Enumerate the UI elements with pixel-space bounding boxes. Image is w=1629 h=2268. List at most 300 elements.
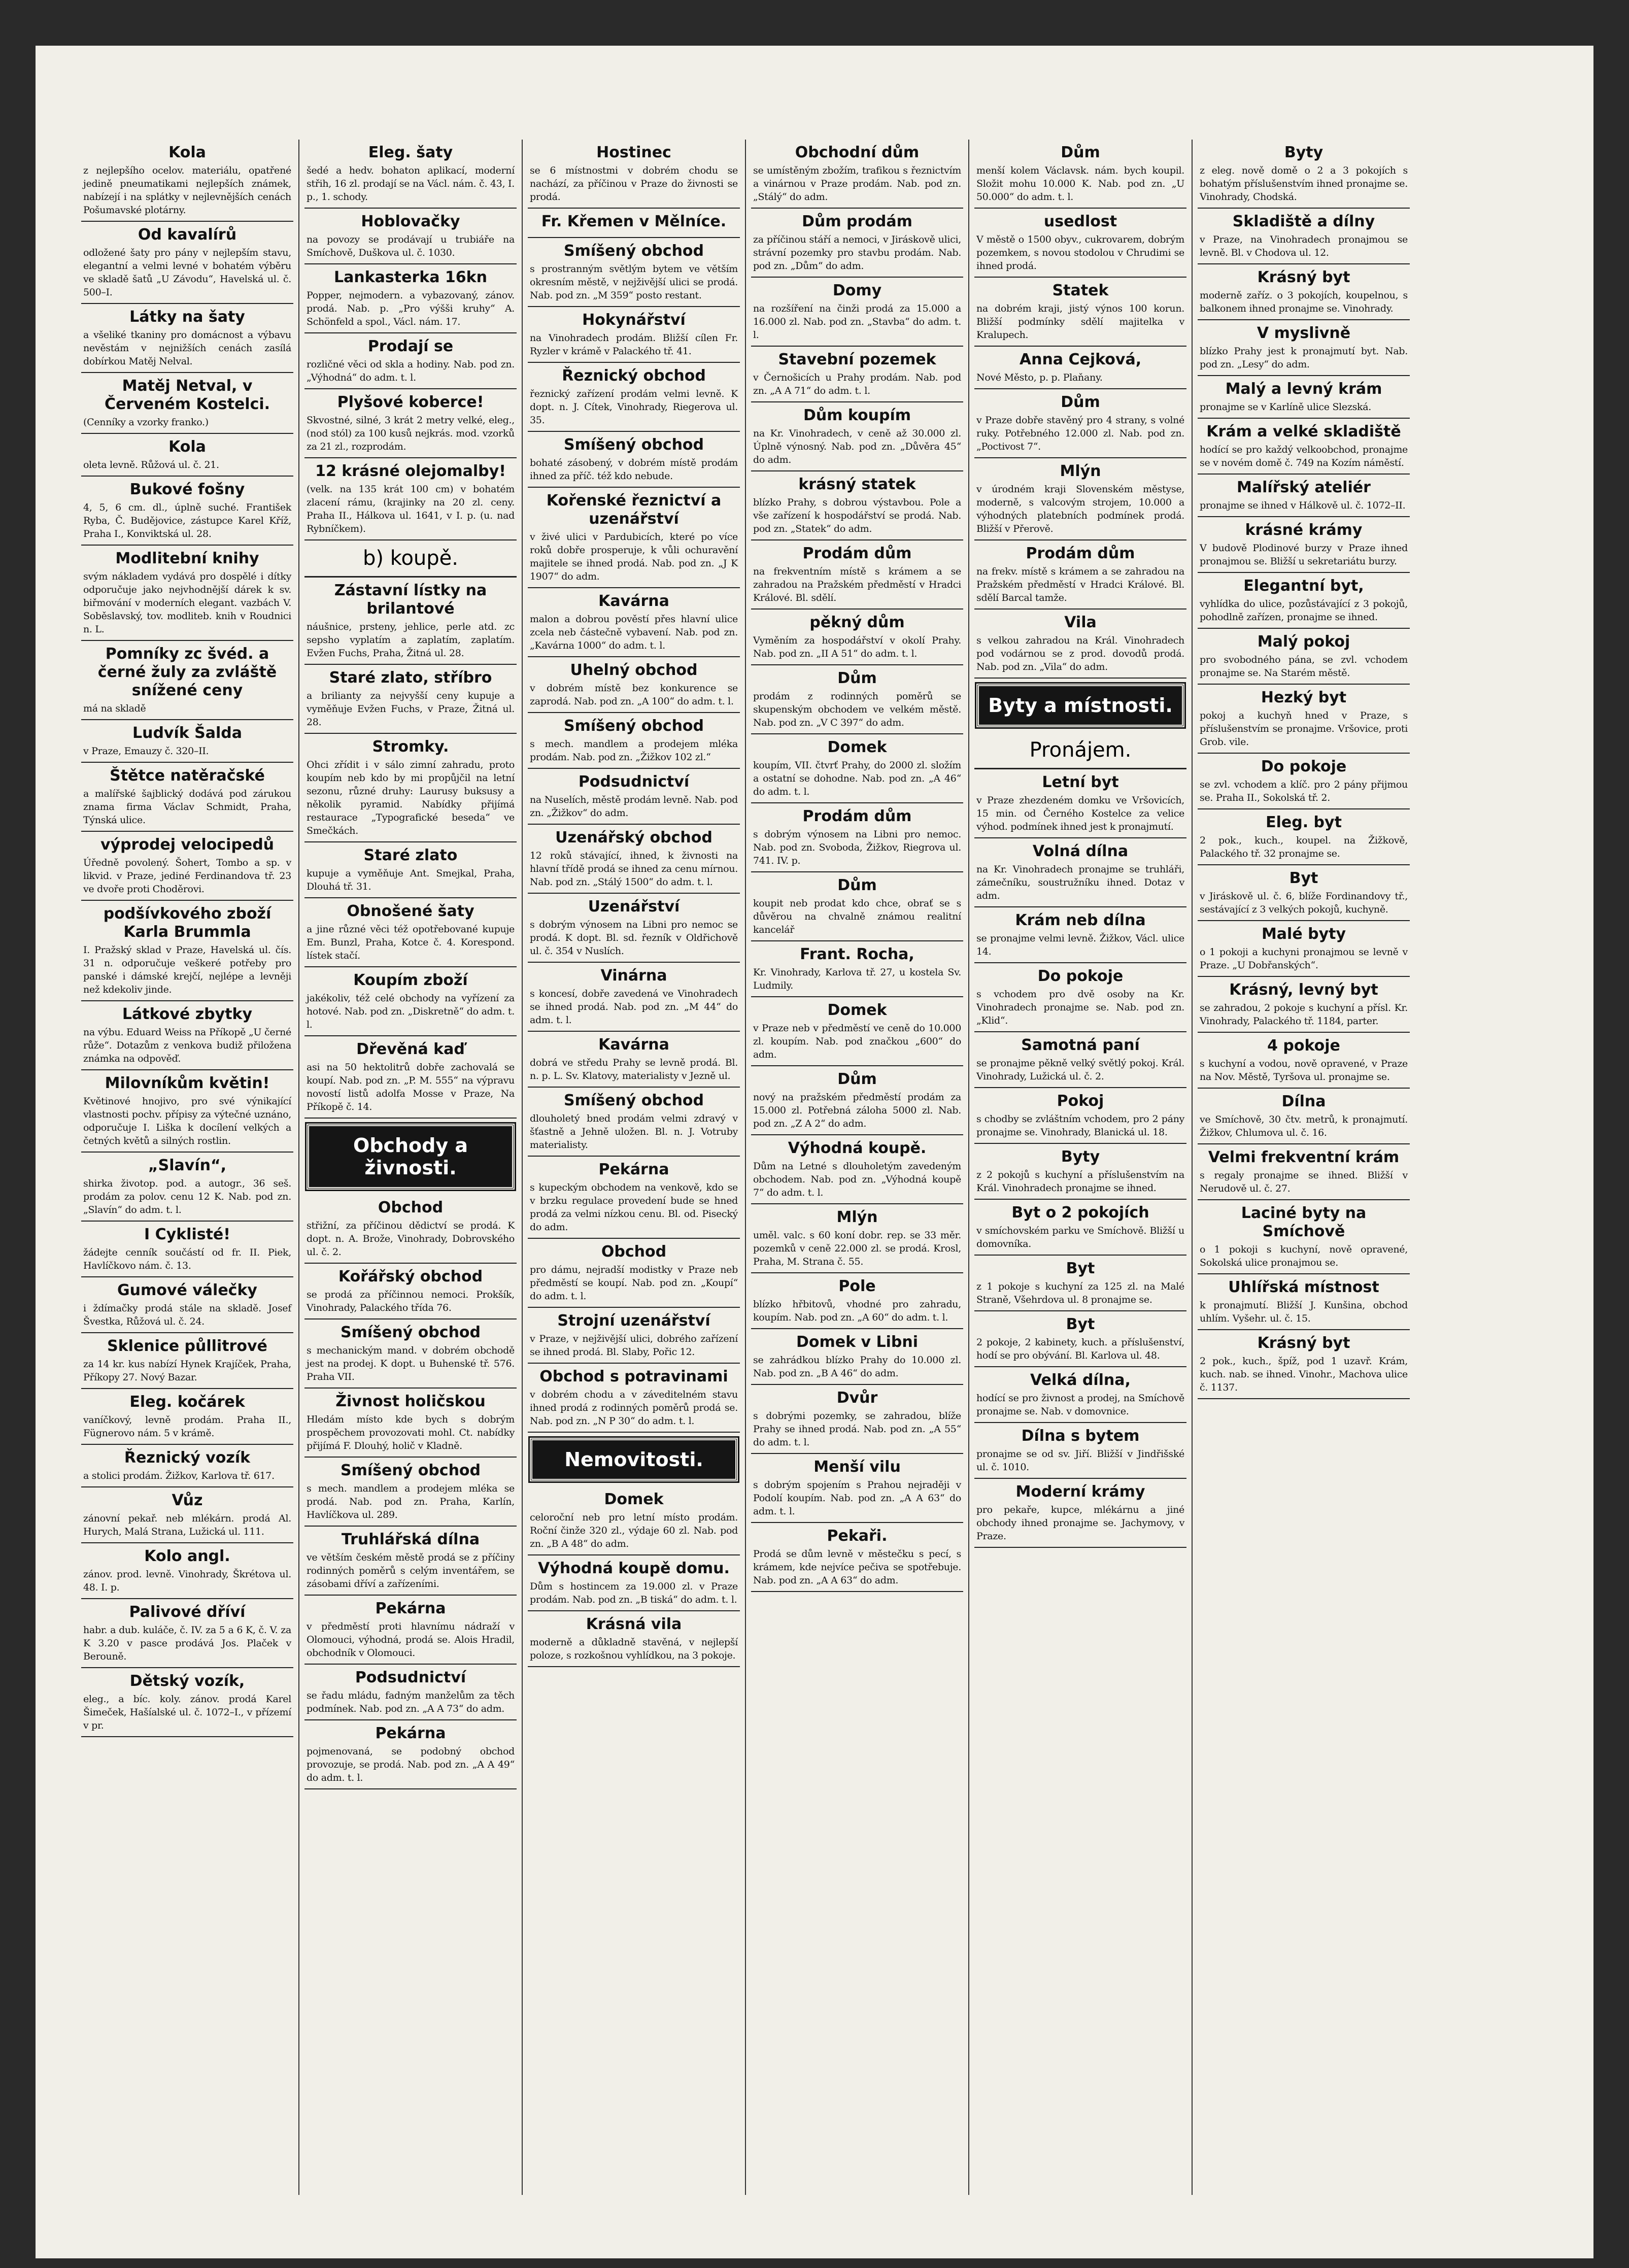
ad-headline: Výhodná koupě domu. — [538, 1560, 730, 1577]
ad-headline: Pekárna — [598, 1161, 669, 1178]
ad-headline: Byty — [1061, 1148, 1100, 1166]
ad-text: blízko Prahy jest k pronajmutí byt. Nab. pod zn. „Lesy“ do adm. — [1200, 346, 1408, 370]
ad-headline: Bukové fošny — [129, 481, 245, 498]
classified-ad — [304, 842, 517, 898]
ad-text: Skvostné, silné, 3 krát 2 metry velké, eleg., (nod stól) za 100 kusů nejkrás. mod. vzorků za 21 zl., rozprodám. — [307, 415, 515, 452]
ad-text: se pronajme velmi levně. Žižkov, Václ. ulice 14. — [976, 933, 1184, 957]
ad-text: na povozy se prodávají u trubiáře na Smíchově, Duškova ul. č. 1030. — [307, 234, 515, 258]
section-header: Obchody a živnosti. — [307, 1124, 515, 1190]
ad-text: Kr. Vinohrady, Karlova tř. 27, u kostela Sv. Ludmily. — [753, 967, 961, 991]
ad-headline: Obchodní dům — [795, 144, 920, 161]
ad-headline: Dílna — [1281, 1093, 1326, 1110]
ad-text: v dobrém místě bez konkurence se zaprodá. Nab. pod zn. „A 100“ do adm. t. l. — [530, 683, 738, 707]
ad-text: svým nákladem vydává pro dospělé i dítky odporučuje jako nejvhodnější dárek k sv. biřmování v moderních elegant. vazbách V. Soběslavský, tov. modliteb. knih v Roudnici n. L. — [83, 571, 291, 635]
ad-headline: Smíšený obchod — [563, 1092, 704, 1109]
classified-ad — [81, 832, 293, 901]
classified-ad — [1198, 1330, 1410, 1399]
ad-text: za 14 kr. kus nabízí Hynek Krajíček, Praha, Příkopy 27. Nový Bazar. — [83, 1359, 291, 1383]
ad-headline: Pole — [838, 1277, 876, 1295]
ad-text: s vchodem pro dvě osoby na Kr. Vinohradech pronajme se. Nab. pod zn. „Klid“. — [976, 989, 1184, 1026]
classified-ad — [974, 1144, 1186, 1200]
ad-text: pro dámu, nejradší modistky v Praze neb předměstí se koupí. Nab. pod zn. „Koupí“ do adm. t. l. — [530, 1264, 738, 1302]
ad-text: má na skladě — [83, 703, 146, 714]
ad-headline: Krásná vila — [586, 1615, 682, 1633]
column-rule — [745, 140, 746, 2195]
ad-text: střižní, za příčinou dědictví se prodá. K dopt. n. A. Brože, Vinohrady, Dobrovského ul. č. 2. — [307, 1220, 515, 1258]
ad-text: zánovní pekař. neb mlékárn. prodá Al. Hurych, Malá Strana, Lužická ul. 111. — [83, 1513, 291, 1537]
ad-text: dobrá ve středu Prahy se levně prodá. Bl. n. p. L. Sv. Klatovy, materialisty v Jezně ul. — [530, 1057, 738, 1081]
ad-headline: Velká dílna, — [1030, 1371, 1131, 1389]
ad-text: dlouholetý bned prodám velmi zdravý v šťastně a Jehně uložen. Bl. n. J. Votruby materialisty. — [530, 1113, 738, 1150]
classified-ad — [1198, 573, 1410, 629]
classified-ad — [304, 665, 517, 734]
subsection-header: b) koupě. — [304, 540, 517, 578]
ad-headline: I Cyklisté! — [144, 1226, 230, 1243]
ad-text: a malířské šajblický dodává pod zárukou znama firma Václav Schmidt, Praha, Týnská ulice. — [83, 788, 291, 826]
ad-headline: Pekárna — [375, 1724, 446, 1742]
ad-text: pokoj a kuchyň hned v Praze, s příslušenstvím se pronajme. Vršovice, proti Grob. vile. — [1200, 710, 1408, 748]
ad-headline: Dům — [837, 876, 877, 894]
section-header: Byty a místnosti. — [976, 684, 1184, 727]
ad-text: na Kr. Vinohradech, v ceně až 30.000 zl. Úplně výnosný. Nab. pod zn. „Důvěra 45“ do adm. — [753, 428, 961, 465]
ad-headline: Obchod — [601, 1243, 667, 1261]
ad-headline: Pomníky zc švéd. a černé žuly za zvláště snížené ceny — [97, 645, 277, 699]
classified-ad — [1198, 209, 1410, 264]
ad-headline: Uhelný obchod — [570, 661, 698, 679]
classified-ad — [974, 1200, 1186, 1256]
classified-ad — [304, 389, 517, 458]
classified-ad — [751, 665, 963, 734]
classified-ad — [528, 488, 740, 588]
ad-text: v Praze dobře stavěný pro 4 strany, s volné ruky. Potřebného 12.000 zl. Nab. pod zn. „Poctivost 7“. — [976, 415, 1184, 452]
ad-text: Úředně povolený. Šohert, Tombo a sp. v likvid. v Praze, jediné Ferdinandova tř. 23 ve dvoře proti Choděrovi. — [83, 857, 291, 895]
ad-headline: Statek — [1052, 282, 1109, 299]
classified-ad — [751, 1135, 963, 1204]
ad-headline: Řeznický vozík — [124, 1449, 251, 1467]
ad-text: se zvl. vchodem a klíč. pro 2 pány přijmou se. Praha II., Sokolská tř. 2. — [1200, 779, 1408, 803]
ad-text: zánov. prod. levně. Vinohrady, Škrétova ul. 48. I. p. — [83, 1569, 291, 1593]
classified-ad — [528, 1157, 740, 1239]
ad-text: eleg., a bíc. koly. zánov. prodá Karel Šimeček, Hašíalské ul. č. 1072–I., v přízemí v pr. — [83, 1694, 291, 1731]
ad-text: vaníčkový, levně prodám. Praha II., Fügnerovo nám. 5 v krámě. — [83, 1414, 291, 1439]
classified-ad — [1198, 264, 1410, 320]
ad-text: v dobrém chodu a v záveditelném stavu ihned prodá z rodinných poměrů prodá se. Nab. pod zn. „N P 30“ do adm. t. l. — [530, 1389, 738, 1427]
ad-text: nový na pražském předměstí prodám za 15.000 zl. Potřebná záloha 5000 zl. Nab. pod zn. „Z A 2“ do adm. — [753, 1092, 961, 1129]
section-header: Nemovitosti. — [530, 1438, 738, 1481]
ad-headline: Kavárna — [598, 1036, 669, 1054]
ad-headline: Lankasterka 16kn — [334, 268, 487, 286]
classified-ad — [974, 347, 1186, 389]
ad-text: k pronajmutí. Bližší J. Kunšina, obchod uhlím. Vyšehr. ul. č. 15. — [1200, 1300, 1408, 1324]
classified-ad — [974, 458, 1186, 540]
classified-ad — [751, 872, 963, 941]
ad-headline: Byt o 2 pokojích — [1011, 1204, 1149, 1222]
classified-ad — [81, 1070, 293, 1153]
ad-headline: Smíšený obchod — [563, 242, 704, 260]
classified-ad — [528, 713, 740, 769]
ad-text: na rozšíření na činži prodá za 15.000 a 16.000 zl. Nab. pod zn. „Stavba“ do adm. t. l. — [753, 303, 961, 341]
ad-headline: Byt — [1289, 869, 1318, 887]
classified-ad — [304, 1389, 517, 1458]
ad-headline: Štětce natěračské — [110, 767, 265, 785]
ad-text: s regaly pronajme se ihned. Bližší v Nerudově ul. č. 27. — [1200, 1170, 1408, 1194]
ad-text: (velk. na 135 krát 100 cm) v bohatém zlacení rámu, (krajinky na 20 zl. ceny. Praha II., Hálkova ul. 1641, v I. p. (u. nad Rybníčkem). — [307, 484, 515, 534]
classified-ad — [751, 402, 963, 471]
classified-ad — [304, 1596, 517, 1665]
ad-text: šedé a hedv. bohaton aplikací, moderní střih, 16 zl. prodají se na Václ. nám. č. 43, I. p., 1. schody. — [307, 165, 515, 202]
classified-ad — [528, 1364, 740, 1433]
classified-ad — [751, 610, 963, 665]
classified-ad — [974, 209, 1186, 278]
ad-headline: Domek v Libni — [796, 1333, 919, 1351]
ad-headline: Dům prodám — [802, 213, 912, 230]
classified-ad — [1198, 977, 1410, 1033]
ad-headline: Mlýn — [836, 1208, 878, 1226]
ad-headline: Stavební pozemek — [778, 351, 936, 368]
ad-headline: Pekárna — [375, 1600, 446, 1617]
classified-ad — [81, 1445, 293, 1487]
ad-text: i ždímačky prodá stále na skladě. Josef Švestka, Růžová ul. č. 24. — [83, 1303, 291, 1327]
ad-headline: Eleg. šaty — [368, 144, 453, 161]
ad-headline: Dřevěná kaď — [356, 1040, 465, 1058]
classified-ad — [1198, 320, 1410, 376]
ad-text: se umístěným zbožím, trafikou s řeznictvím a vinárnou v Praze prodám. Nab. pod zn. „Stálý“ do adm. — [753, 165, 961, 202]
ad-headline: Prodám dům — [1026, 545, 1135, 562]
classified-ad — [974, 1256, 1186, 1311]
classified-ad — [751, 471, 963, 540]
ad-text: pojmenovaná, se podobný obchod provozuje, se prodá. Nab. pod zn. „A A 49“ do adm. t. l. — [307, 1746, 515, 1783]
ad-headline: Byty — [1284, 144, 1323, 161]
classified-ad — [81, 1333, 293, 1389]
ad-text: v Praze neb v předměstí ve ceně do 10.000 zl. koupím. Nab. pod značkou „600“ do adm. — [753, 1023, 961, 1060]
ad-text: na frekventním místě s krámem a se zahradou na Pražském předměstí v Hradci Králové. Bl. sdělí. — [753, 566, 961, 603]
ad-headline: Malířský ateliér — [1237, 479, 1371, 496]
classified-ad — [81, 1668, 293, 1737]
ad-text: s dobrým výnosem na Libni pro nemoc se prodá. K dopt. Bl. sd. řezník v Oldřichově ul. č. 354 v Nuslích. — [530, 919, 738, 957]
ad-text: na frekv. místě s krámem a se zahradou na Pražském předměstí v Hradci Králové. Bl. sdělí Barcal tamže. — [976, 566, 1184, 603]
ad-headline: Kola — [168, 438, 206, 456]
ad-text: se 6 místnostmi v dobrém chodu se nachází, za příčinou v Praze do živnosti se prodá. — [530, 165, 738, 202]
ad-headline: Zástavní lístky na brilantové — [334, 582, 487, 618]
classified-ad — [528, 307, 740, 363]
classified-ad — [751, 734, 963, 803]
ad-text: blízko hřbitovů, vhodné pro zahradu, koupím. Nab. pod zn. „A 60“ do adm. t. l. — [753, 1299, 961, 1323]
ad-headline: Podsudnictví — [578, 773, 690, 791]
ad-headline: Moderní krámy — [1015, 1483, 1145, 1501]
classified-ad — [751, 1329, 963, 1385]
ad-text: s dobrým výnosem na Libni pro nemoc. Nab. pod zn. Svoboda, Žižkov, Riegrova ul. 741. IV. p. — [753, 829, 961, 866]
ad-text: v smíchovském parku ve Smíchově. Bližší u domovníka. — [976, 1225, 1184, 1249]
classified-ad — [751, 1454, 963, 1523]
ad-text: 4, 5, 6 cm. dl., úplně suché. František Ryba, Č. Budějovice, zástupce Karel Kříž, Praha I., Konviktská ul. 28. — [83, 502, 291, 539]
ad-headline: Volná dílna — [1032, 842, 1129, 860]
ad-headline: Dům — [837, 1070, 877, 1088]
ad-text: s koncesí, dobře zavedená ve Vinohradech se ihned prodá. Nab. pod zn. „M 44“ do adm. t. l. — [530, 988, 738, 1026]
classified-ad — [1198, 1144, 1410, 1200]
ad-text: s mech. mandlem a prodejem mléka prodám. Nab. pod zn. „Žižkov 102 zl.“ — [530, 738, 738, 763]
classified-ad — [1198, 475, 1410, 517]
ad-text: z 2 pokojů s kuchyní a příslušenstvím na Král. Vinohradech pronajme se ihned. — [976, 1169, 1184, 1194]
ad-headline: Stromky. — [372, 738, 449, 756]
ad-text: (Cenníky a vzorky franko.) — [83, 417, 209, 428]
ad-text: V budově Plodinové burzy v Praze ihned pronajmou se. Bližší u sekretariátu burzy. — [1200, 543, 1408, 567]
classified-ad — [528, 1486, 740, 1555]
ad-text: malon a dobrou pověstí přes hlavní ulice zcela neb částečně vybavení. Nab. pod zn. „Kavárna 1000“ do adm. t. l. — [530, 614, 738, 651]
ad-headline: Kolo angl. — [144, 1547, 230, 1565]
ad-text: hodící se pro živnost a prodej, na Smíchově pronajme se. Nab. v domovnice. — [976, 1393, 1184, 1417]
ad-headline: Krásný byt — [1257, 1334, 1350, 1352]
ad-headline: krásné krámy — [1245, 521, 1363, 539]
classified-ad — [751, 1523, 963, 1592]
ad-text: habr. a dub. kuláče, č. IV. za 5 a 6 K, č. V. za K 3.20 v pasce prodává Jos. Plaček v Berouně. — [83, 1624, 291, 1662]
ad-headline: pěkný dům — [809, 614, 905, 631]
classified-ad — [974, 838, 1186, 907]
classified-ad — [751, 1204, 963, 1273]
classified-ad — [751, 347, 963, 402]
ad-text: s mechanickým mand. v dobrém obchodě jest na prodej. K dopt. u Buhenské tř. 576. Praha VII. — [307, 1345, 515, 1382]
ad-headline: Dílna s bytem — [1021, 1427, 1140, 1445]
ad-text: řeznický zařízení prodám velmi levně. K dopt. n. J. Cítek, Vinohrady, Riegerova ul. 35. — [530, 388, 738, 426]
ad-headline: Řeznický obchod — [562, 367, 706, 385]
column-rule — [968, 140, 969, 2195]
ad-headline: Pekaři. — [827, 1527, 888, 1545]
ad-headline: Prodají se — [367, 337, 454, 355]
classified-ad — [81, 1599, 293, 1668]
ad-text: o 1 pokoji a kuchyni pronajmou se levně v Praze. „U Dobřanských“. — [1200, 946, 1408, 971]
ad-headline: Domek — [827, 1001, 887, 1019]
classified-ad — [974, 1367, 1186, 1423]
classified-ad — [304, 458, 517, 540]
ad-headline: Eleg. kočárek — [129, 1393, 245, 1411]
ad-text: v předměstí proti hlavnímu nádraží v Olomouci, výhodná, prodá se. Alois Hradil, obchodník v Olomouci. — [307, 1621, 515, 1658]
ad-text: za příčinou stáří a nemoci, v Jiráskově ulici, strávní pozemky pro stavbu prodám. Nab. pod zn. „Dům“ do adm. — [753, 234, 961, 272]
classified-ad — [528, 1239, 740, 1308]
ad-headline: Malý pokoj — [1257, 633, 1350, 651]
ad-text: v živé ulici v Pardubicích, které po více roků dobře prosperuje, k vůli ochuravění majitele se ihned prodá. Nab. pod zn. „J K 1907“ do adm. — [530, 531, 738, 582]
ad-headline: Milovníkům květin! — [105, 1074, 270, 1092]
ad-text: rozličné věci od skla a hodiny. Nab. pod zn. „Výhodná“ do adm. t. l. — [307, 359, 515, 383]
ad-headline: Hezký byt — [1261, 689, 1347, 706]
ad-text: s chodby se zvláštním vchodem, pro 2 pány pronajme se. Vinohrady, Blanická ul. 18. — [976, 1113, 1184, 1138]
classified-ad — [81, 1277, 293, 1333]
ad-text: 12 roků stávající, ihned, k živnosti na hlavní třídě prodá se ihned za cenu mírnou. Nab. pod zn. „Stálý 1500“ do adm. t. l. — [530, 850, 738, 888]
classified-ad — [528, 209, 740, 238]
ad-headline: Dům — [1061, 393, 1100, 411]
ad-headline: Prodám dům — [802, 545, 912, 562]
classified-ad — [528, 432, 740, 488]
classified-ad — [81, 477, 293, 546]
ad-text: Prodá se dům levně v městečku s pecí, s krámem, kde nejvíce pečiva se spotřebuje. Nab. pod zn. „A A 63“ do adm. — [753, 1548, 961, 1586]
ad-text: odložené šaty pro pány v nejlepším stavu, elegantní a velmi levné v bohatém výběru ve skladě šatů „U Závodu“, Havelská ul. č. 500–I. — [83, 247, 291, 298]
ad-headline: Domek — [604, 1491, 664, 1508]
ad-text: kupuje a vyměňuje Ant. Smejkal, Praha, Dlouhá tř. 31. — [307, 868, 515, 892]
ad-text: na Vinohradech prodám. Bližší cílen Fr. Ryzler v krámě v Palackého tř. 41. — [530, 332, 738, 357]
ad-text: Nové Město, p. p. Plaňany. — [976, 372, 1103, 383]
ad-text: z eleg. nově domě o 2 a 3 pokojích s bohatým příslušenstvím ihned pronajme se. Vinohrady, Chodská. — [1200, 165, 1408, 202]
classified-ad — [81, 1001, 293, 1070]
ad-headline: Obchod — [378, 1199, 444, 1216]
ad-text: Hledám místo kde bych s dobrým prospěchem provozovati mohl. Ct. nabídky přijímá F. Dlouhý, holič v Kladně. — [307, 1414, 515, 1451]
ad-text: oleta levně. Růžová ul. č. 21. — [83, 459, 219, 470]
ad-text: a jine různé věci též opotřebované kupuje Em. Bunzl, Praha, Kotce č. 4. Korespond. lístek stačí. — [307, 924, 515, 961]
classified-ad — [974, 540, 1186, 610]
ad-headline: Kola — [168, 144, 206, 161]
classified-ad — [81, 373, 293, 434]
ad-headline: Kořářský obchod — [338, 1268, 483, 1285]
ad-text: blízko Prahy, s dobrou výstavbou. Pole a vše zařízení k hospodářství se prodá. Nab. pod zn. „Statek“ do adm. — [753, 497, 961, 534]
ad-text: o 1 pokoji s kuchyní, nově opravené, Sokolská ulice pronajmou se. — [1200, 1244, 1408, 1268]
classified-ad — [528, 140, 740, 209]
classified-ad — [304, 1720, 517, 1789]
ad-text: s velkou zahradou na Král. Vinohradech pod vodárnou se z prod. dovodů prodá. Nab. pod zn. „Vila“ do adm. — [976, 635, 1184, 672]
classified-ad — [528, 769, 740, 825]
subsection-header: Pronájem. — [974, 732, 1186, 769]
classified-ad — [528, 657, 740, 713]
ad-text: na dobrém kraji, jistý výnos 100 korun. Bližší podmínky sdělí majitelka v Kralupech. — [976, 303, 1184, 341]
ad-headline: 12 krásné olejomalby! — [315, 462, 506, 480]
ad-headline: Samotná paní — [1021, 1036, 1140, 1054]
ad-text: Popper, nejmodern. a vybazovaný, zánov. prodá. Nab. p. „Pro výšši kruhy“ A. Schönfeld a spol., Václ. nám. 17. — [307, 290, 515, 327]
classified-ad — [1198, 921, 1410, 977]
ad-headline: Anna Cejková, — [1019, 351, 1142, 368]
classified-ad — [81, 641, 293, 720]
ad-headline: Malý a levný krám — [1225, 380, 1382, 398]
classified-ad — [304, 1195, 517, 1264]
ad-text: 2 pok., kuch., špíž, pod 1 uzavř. Krám, kuch. nab. se ihned. Vinohr., Machova ulice č. 1137. — [1200, 1356, 1408, 1393]
ad-text: pronajme se od sv. Jiří. Bližší v Jindřišské ul. č. 1010. — [976, 1448, 1184, 1473]
classified-ad — [751, 140, 963, 209]
ad-headline: Smíšený obchod — [563, 436, 704, 454]
ad-headline: Látky na šaty — [129, 308, 245, 326]
ad-text: s dobrými pozemky, se zahradou, blíže Prahy se ihned prodá. Nab. pod zn. „A 55“ do adm. t. l. — [753, 1410, 961, 1448]
ad-headline: Matěj Netval, v Červeném Kostelci. — [104, 377, 270, 413]
classified-ad — [304, 264, 517, 333]
ad-text: ve větším českém městě prodá se z příčiny rodinných poměrů s celým inventářem, se zásobami dříví a zařízeními. — [307, 1552, 515, 1589]
classified-ad — [974, 963, 1186, 1032]
ad-headline: Hokynářství — [582, 311, 686, 329]
ad-headline: Krásný byt — [1257, 268, 1350, 286]
ad-text: Vyměním za hospodářství v okolí Prahy. Nab. pod zn. „II A 51“ do adm. t. l. — [753, 635, 961, 659]
ad-text: koupit neb prodat kdo chce, obrať se s důvěrou na chvalně známou realitní kancelář — [753, 898, 961, 935]
classified-ad — [304, 578, 517, 665]
classified-ad — [751, 1066, 963, 1135]
ad-headline: Krám a velké skladiště — [1206, 423, 1401, 441]
ad-text: se prodá za příčinnou nemoci. Prokšík, Vinohrady, Palackého třída 76. — [307, 1289, 515, 1313]
ad-headline: Smíšený obchod — [340, 1324, 481, 1341]
ad-headline: Obchod s potravinami — [539, 1368, 728, 1385]
ad-headline: podšívkového zboží Karla Brummla — [103, 905, 272, 941]
ad-text: a všeliké tkaniny pro domácnost a výbavu nevěstám v nejnižších cenách zasílá dobírkou Matěj Nelval. — [83, 329, 291, 367]
ad-text: v Praze, Emauzy č. 320–II. — [83, 746, 209, 757]
ad-text: uměl. valc. s 60 koní dobr. rep. se 33 měr. pozemků v ceně 22.000 zl. se prodá. Krosl, Praha, M. Strana č. 55. — [753, 1230, 961, 1267]
ad-headline: Elegantní byt, — [1243, 577, 1364, 595]
classified-ad — [1198, 809, 1410, 865]
ad-text: prodám z rodinných poměrů se skupenským obchodem ve velkém městě. Nab. pod zn. „V C 397“ do adm. — [753, 691, 961, 728]
classified-ad — [304, 1458, 517, 1527]
ad-headline: Plyšové koberce! — [337, 393, 484, 411]
ad-headline: Živnost holičskou — [335, 1393, 486, 1410]
ad-text: v Praze, v nejživější ulici, dobrého zařízení se ihned prodá. Bl. Slaby, Pořic 12. — [530, 1333, 738, 1358]
classified-ad — [81, 1487, 293, 1543]
classified-ad — [751, 997, 963, 1066]
ad-text: a brilianty za nejvyšší ceny kupuje a vyměňuje Evžen Fuchs, v Praze, Žitná ul. 28. — [307, 690, 515, 728]
classified-ad — [1198, 376, 1410, 419]
classified-ad — [528, 588, 740, 657]
classified-ad — [81, 1543, 293, 1599]
classified-ad — [974, 610, 1186, 679]
classified-ad — [81, 1222, 293, 1277]
classified-ad — [1198, 685, 1410, 754]
classified-ad — [1198, 865, 1410, 921]
classified-ad — [528, 1088, 740, 1157]
classified-ad — [1198, 754, 1410, 809]
newspaper-page — [36, 46, 1593, 2258]
column-rule — [522, 140, 523, 2195]
classified-ad — [974, 1311, 1186, 1367]
ad-text: s dobrým spojením s Prahou nejraději v Podolí koupím. Nab. pod zn. „A A 63“ do adm. t. l. — [753, 1479, 961, 1517]
classified-ad — [974, 278, 1186, 347]
ad-text: se zahradou, 2 pokoje s kuchyní a přísl. Kr. Vinohrady, Palackého tř. 1184, parter. — [1200, 1002, 1408, 1027]
classified-ad — [751, 1273, 963, 1329]
classified-ad — [304, 898, 517, 967]
ad-headline: Menší vilu — [813, 1458, 901, 1476]
classified-ad — [528, 1032, 740, 1088]
classified-ad — [974, 1479, 1186, 1548]
ad-headline: Dům — [1061, 144, 1100, 161]
ad-headline: Strojní uzenářství — [557, 1312, 710, 1330]
classified-ad — [1198, 140, 1410, 209]
ad-headline: Vůz — [172, 1492, 203, 1509]
classified-ad — [81, 304, 293, 373]
ad-headline: Obnošené šaty — [347, 902, 474, 920]
ad-headline: Od kavalírů — [138, 226, 237, 244]
ad-text: v Praze zhezdeném domku ve Vršovicích, 15 min. od Černého Kostelce za velice výhod. podmínek ihned jest k pronajmutí. — [976, 795, 1184, 832]
ad-text: moderně zaříz. o 3 pokojích, koupelnou, s balkonem ihned pronajme se. Vinohrady. — [1200, 290, 1408, 314]
ad-text: s kuchyní a vodou, nově opravené, v Praze na Nov. Městě, Tyršova ul. pronajme se. — [1200, 1058, 1408, 1082]
ad-headline: Uzenářství — [588, 898, 680, 916]
ad-headline: Hoblovačky — [361, 213, 460, 230]
classified-ad — [81, 901, 293, 1001]
ad-text: bohaté zásobený, v dobrém místě prodám ihned za příč. též kdo nebude. — [530, 457, 738, 482]
ad-text: v úrodném kraji Slovenském městyse, moderně, s valcovým strojem, 10.000 a výhodných platebních podmínek prodá. Bližší v Přerově. — [976, 484, 1184, 534]
classified-ad — [974, 389, 1186, 458]
ad-headline: Fr. Křemen v Mělníce. — [541, 213, 727, 230]
ad-headline: Kořenské řeznictví a uzenářství — [546, 492, 722, 528]
ad-text: ve Smíchově, 30 čtv. metrů, k pronajmutí. Žižkov, Chlumova ul. č. 16. — [1200, 1114, 1408, 1138]
ad-text: hodící se pro každý velkoobchod, pronajme se v novém domě č. 749 na Kozím náměstí. — [1200, 444, 1408, 468]
ad-text: v Černošicích u Prahy prodám. Nab. pod zn. „A A 71“ do adm. t. l. — [753, 372, 961, 396]
classified-ad — [751, 540, 963, 610]
classified-ad — [974, 769, 1186, 838]
classified-ad — [304, 1036, 517, 1119]
column-3 — [528, 140, 740, 1667]
ad-text: na Kr. Vinohradech pronajme se truhláři, zámečníku, soustružníku ihned. Dotaz v adm. — [976, 864, 1184, 901]
ad-text: v Praze, na Vinohradech pronajmou se levně. Bl. v Chodova ul. 12. — [1200, 234, 1408, 258]
classified-ad — [528, 238, 740, 307]
ad-text: I. Pražský sklad v Praze, Havelská ul. čís. 31 n. odporučuje veškeré potřeby pro panské i dámské krejčí, nejlépe a levněji než kdekoliv jinde. — [83, 944, 291, 995]
ad-headline: Dětský vozík, — [129, 1672, 245, 1690]
ad-text: z 1 pokoje s kuchyní za 125 zl. na Malé Straně, Všehrdova ul. 8 pronajme se. — [976, 1281, 1184, 1305]
ad-headline: Dvůr — [836, 1389, 878, 1407]
ad-headline: Do pokoje — [1037, 967, 1124, 985]
ad-headline: Staré zlato — [363, 847, 458, 864]
ad-headline: 4 pokoje — [1267, 1037, 1340, 1055]
ad-text: z nejlepšího ocelov. materiálu, opatřené jedině pneumatikami nejlepších známek, nabízejí i na splátky v nejlevnějších cenách Pošumavské plotárny. — [83, 165, 291, 216]
ad-headline: Palivové dříví — [129, 1603, 246, 1621]
classified-ad — [304, 209, 517, 264]
classified-ad — [751, 941, 963, 997]
ad-text: se řadu mládu, fadným manželům za těch podmínek. Nab. pod zn. „A A 73“ do adm. — [307, 1690, 515, 1714]
